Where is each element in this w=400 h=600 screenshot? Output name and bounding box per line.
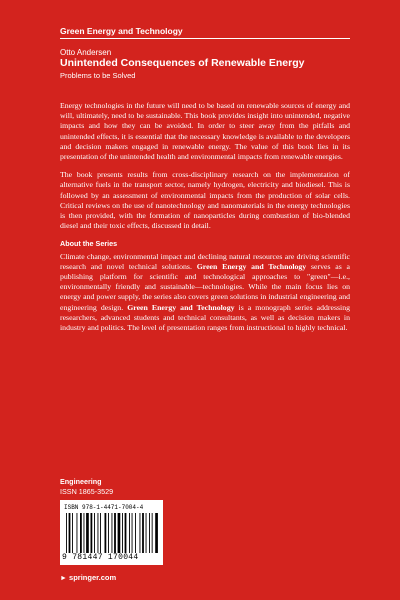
book-title: Unintended Consequences of Renewable Energy (60, 57, 305, 69)
issn: ISSN 1865-3529 (60, 486, 114, 496)
blurb (60, 101, 350, 341)
about-series-text: Climate change, environmental impact and declining natural resources are driving scientific research and novel technical solutions. Green Energy and Technology serves as a publishing platform for scientific and technological approaches to "green"—i.e., environmentally friendly and sustainable—technologies. While the main focus lies on energy and power supply, the series also covers green solutions in industrial engineering and engineering design. Green Energy and Technology is a monograph series addressing researchers, advanced students and technical consultants, as well as decision makers in industry and politics. The level of presentation ranges from instructional to highly technical. (60, 251, 351, 333)
subject-footer (60, 477, 113, 496)
subject-category: Engineering (60, 477, 102, 486)
series-title: Green Energy and Technology (60, 26, 183, 36)
about-series-heading: About the Series (60, 239, 118, 249)
divider (60, 38, 350, 39)
publisher-link[interactable] (60, 573, 116, 582)
book-subtitle: Problems to be Solved (60, 71, 136, 80)
blurb-paragraph: The book presents results from cross-disciplinary research on the implementation of alternative fuels in the transport sector, namely hydrogen, electricity and biodiesel. This is followed by an assessment of environmental impacts from the production of solar cells. Critical reviews on the use of nanotechnology and nanomaterials in the energy technologies is then provided, with the formation of nanoparticles during combustion of bio-blended diesel and their toxic effects, discussed in detail. (60, 170, 350, 231)
barcode-bars (66, 513, 158, 553)
blurb-paragraph: Energy technologies in the future will need to be based on renewable sources of energy and will, ultimately, need to be sustainable. This book provides insight into unintended, negative impacts and how they can be avoided. In order to steer away from the pitfalls and unintended effects, it is essential that the necessary knowledge is available to the developers and decision makers engaged in renewable energy. The value of this book lies in its presentation of the unintended health and environmental impacts from renewable energies. (60, 101, 350, 162)
barcode (60, 500, 163, 565)
isbn-label: ISBN 978-1-4471-7004-4 (64, 504, 144, 511)
author: Otto Andersen (60, 48, 112, 57)
barcode-digits: 9 781447 170044 (62, 553, 139, 562)
publisher-url: springer.com (69, 573, 117, 582)
arrow-icon: ► (60, 575, 67, 582)
